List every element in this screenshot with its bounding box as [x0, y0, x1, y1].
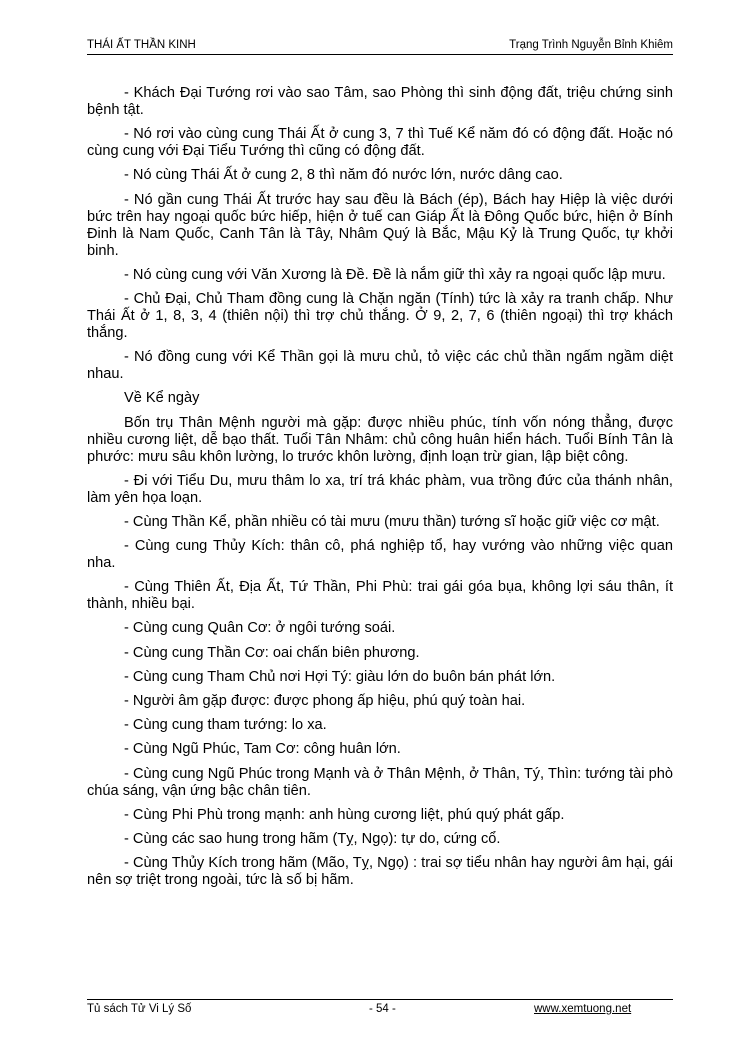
paragraph: Bốn trụ Thân Mệnh người mà gặp: được nhiều phúc, tính vốn nóng thẳng, được nhiều cương liệt, dễ bạo thất. Tuổi Tân Nhâm: chủ công huân hiển hách. Tuổi Bính Tân là phước: mưu sâu khôn lường, lo trước khôn lường, định loạn trừ gian, lập biệt công. [87, 414, 673, 465]
header-book-title: THÁI ẤT THẦN KINH [87, 39, 196, 51]
paragraph: - Cùng cung Tham Chủ nơi Hợi Tý: giàu lớn do buôn bán phát lớn. [124, 668, 556, 685]
paragraph: - Đi với Tiểu Du, mưu thâm lo xa, trí trá khác phàm, vua trồng đức của thánh nhân, làm yên họa loạn. [87, 472, 673, 506]
page-body [87, 85, 673, 896]
paragraph: - Cùng cung tham tướng: lo xa. [124, 717, 327, 734]
paragraph: - Nó đồng cung với Kể Thần gọi là mưu chủ, tỏ việc các chủ thần ngấm ngầm diệt nhau. [87, 349, 673, 383]
paragraph: - Nó gần cung Thái Ất trước hay sau đều là Bách (ép), Bách hay Hiệp là việc dưới bức trên hay ngoại quốc bức hiếp, hiện ở tuế can Giáp Ất là Đông Quốc bức, hiện ở Bính Đinh là Nam Quốc, Canh Tân là Tây, Nhâm Quý là Bắc, Mậu Kỷ là Trung Quốc, tự khởi binh. [87, 191, 673, 259]
paragraph: - Cùng cung Ngũ Phúc trong Mạnh và ở Thân Mệnh, ở Thân, Tý, Thìn: tướng tài phò chúa sáng, vận ứng bậc chân tiên. [87, 765, 673, 799]
page-footer [87, 1003, 673, 1019]
footer-rule [87, 999, 673, 1000]
section-heading: Về Kể ngày [124, 390, 200, 407]
header-author: Trạng Trình Nguyễn Bỉnh Khiêm [509, 39, 673, 51]
paragraph: - Khách Đại Tướng rơi vào sao Tâm, sao Phòng thì sinh động đất, triệu chứng sinh bệnh tật. [87, 85, 673, 118]
paragraph: - Cùng Thủy Kích trong hãm (Mão, Tỵ, Ngọ) : trai sợ tiểu nhân hay người âm hại, gái nên sợ triệt trong ngoài, tức là số bị hãm. [87, 855, 673, 889]
paragraph: - Chủ Đại, Chủ Tham đồng cung là Chặn ngăn (Tính) tức là xảy ra tranh chấp. Như Thái Ất ở 1, 8, 3, 4 (thiên nội) thì trợ chủ thắng. Ở 9, 2, 7, 6 (thiên ngoại) thì trợ khách thắng. [87, 290, 673, 341]
paragraph: - Người âm gặp được: được phong ấp hiệu, phú quý toàn hai. [124, 693, 526, 709]
paragraph: - Cùng cung Thần Cơ: oai chấn biên phương. [124, 644, 420, 661]
footer-collection: Tủ sách Tử Vi Lý Số [87, 1003, 192, 1015]
footer-website-link[interactable]: www.xemtuong.net [534, 1003, 632, 1015]
paragraph: - Cùng cung Thủy Kích: thân cô, phá nghiệp tổ, hay vướng vào những việc quan nha. [87, 538, 673, 572]
paragraph: - Cùng Ngũ Phúc, Tam Cơ: công huân lớn. [124, 741, 401, 758]
paragraph: - Cùng Thiên Ất, Địa Ất, Tứ Thần, Phi Phù: trai gái góa bụa, không lợi sáu thân, ít thành, nhiều bại. [87, 579, 673, 613]
page-header [87, 33, 673, 51]
paragraph: - Cùng các sao hung trong hãm (Tỵ, Ngọ): tự do, cứng cổ. [124, 830, 501, 847]
paragraph: - Nó cùng Thái Ất ở cung 2, 8 thì năm đó nước lớn, nước dâng cao. [124, 167, 563, 184]
paragraph: - Nó cùng cung với Văn Xương là Đề. Đề là nắm giữ thì xảy ra ngoại quốc lập mưu. [124, 266, 666, 283]
page-number: - 54 - [369, 1003, 396, 1015]
paragraph: - Cùng cung Quân Cơ: ở ngôi tướng soái. [124, 620, 396, 637]
header-rule [87, 54, 673, 55]
paragraph: - Nó rơi vào cùng cung Thái Ất ở cung 3, 7 thì Tuế Kể năm đó có động đất. Hoặc nó cùng cung với Đại Tiểu Tướng thì cũng có động đất. [87, 126, 673, 160]
paragraph: - Cùng Phi Phù trong mạnh: anh hùng cương liệt, phú quý phát gấp. [124, 806, 565, 823]
paragraph: - Cùng Thần Kể, phần nhiều có tài mưu (mưu thần) tướng sĩ hoặc giữ việc cơ mật. [124, 513, 660, 530]
